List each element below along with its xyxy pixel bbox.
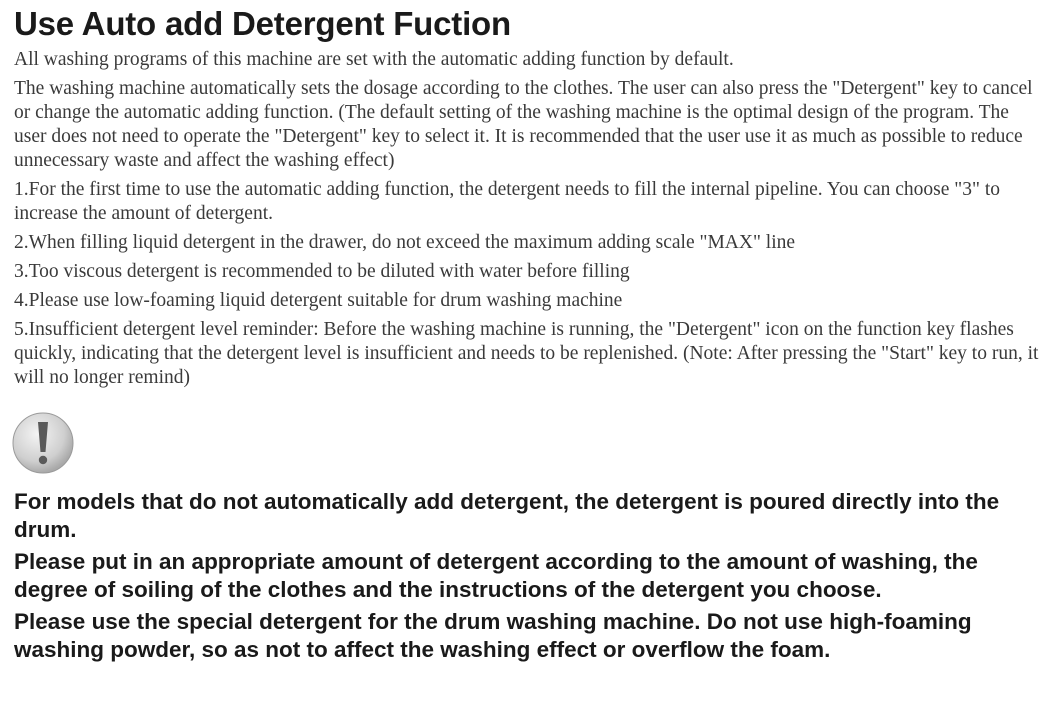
note-item-5: 5.Insufficient detergent level reminder: Before the washing machine is running, the "Detergent" icon on the function key flashes quickly, indicating that the detergent level is insufficient and needs to be replenished. (Note: After pressing the "Start" key to run, it will no longer remind) — [14, 319, 1039, 388]
warning-paragraph-2: Please put in an appropriate amount of detergent according to the amount of washing, the degree of soiling of the clothes and the instructions of the detergent you choose. — [14, 549, 978, 602]
exclamation-warning-icon — [12, 412, 74, 474]
note-item-2: 2.When filling liquid detergent in the drawer, do not exceed the maximum adding scale "MAX" line — [14, 232, 796, 253]
warning-paragraph-1: For models that do not automatically add detergent, the detergent is poured directly into the drum. — [14, 489, 1000, 542]
dosage-paragraph: The washing machine automatically sets the dosage according to the clothes. The user can also press the "Detergent" key to cancel or change the automatic adding function. (The default setting of the washing machine is the optimal design of the program. The user does not need to operate the "Detergent" key to select it. It is recommended that the user use it as much as possible to reduce unnecessary waste and affect the washing effect) — [14, 78, 1033, 171]
note-item-3: 3.Too viscous detergent is recommended to be diluted with water before filling — [14, 261, 630, 282]
warning-paragraph-3: Please use the special detergent for the drum washing machine. Do not use high-foaming washing powder, so as not to affect the washing effect or overflow the foam. — [14, 609, 972, 662]
page-title: Use Auto add Detergent Fuction — [14, 5, 511, 42]
note-item-1: 1.For the first time to use the automatic adding function, the detergent needs to fill the internal pipeline. You can choose "3" to increase the amount of detergent. — [14, 179, 1001, 224]
document-page — [14, 4, 1044, 668]
intro-paragraph: All washing programs of this machine are set with the automatic adding function by default. — [14, 49, 734, 70]
note-item-4: 4.Please use low-foaming liquid detergent suitable for drum washing machine — [14, 290, 623, 311]
